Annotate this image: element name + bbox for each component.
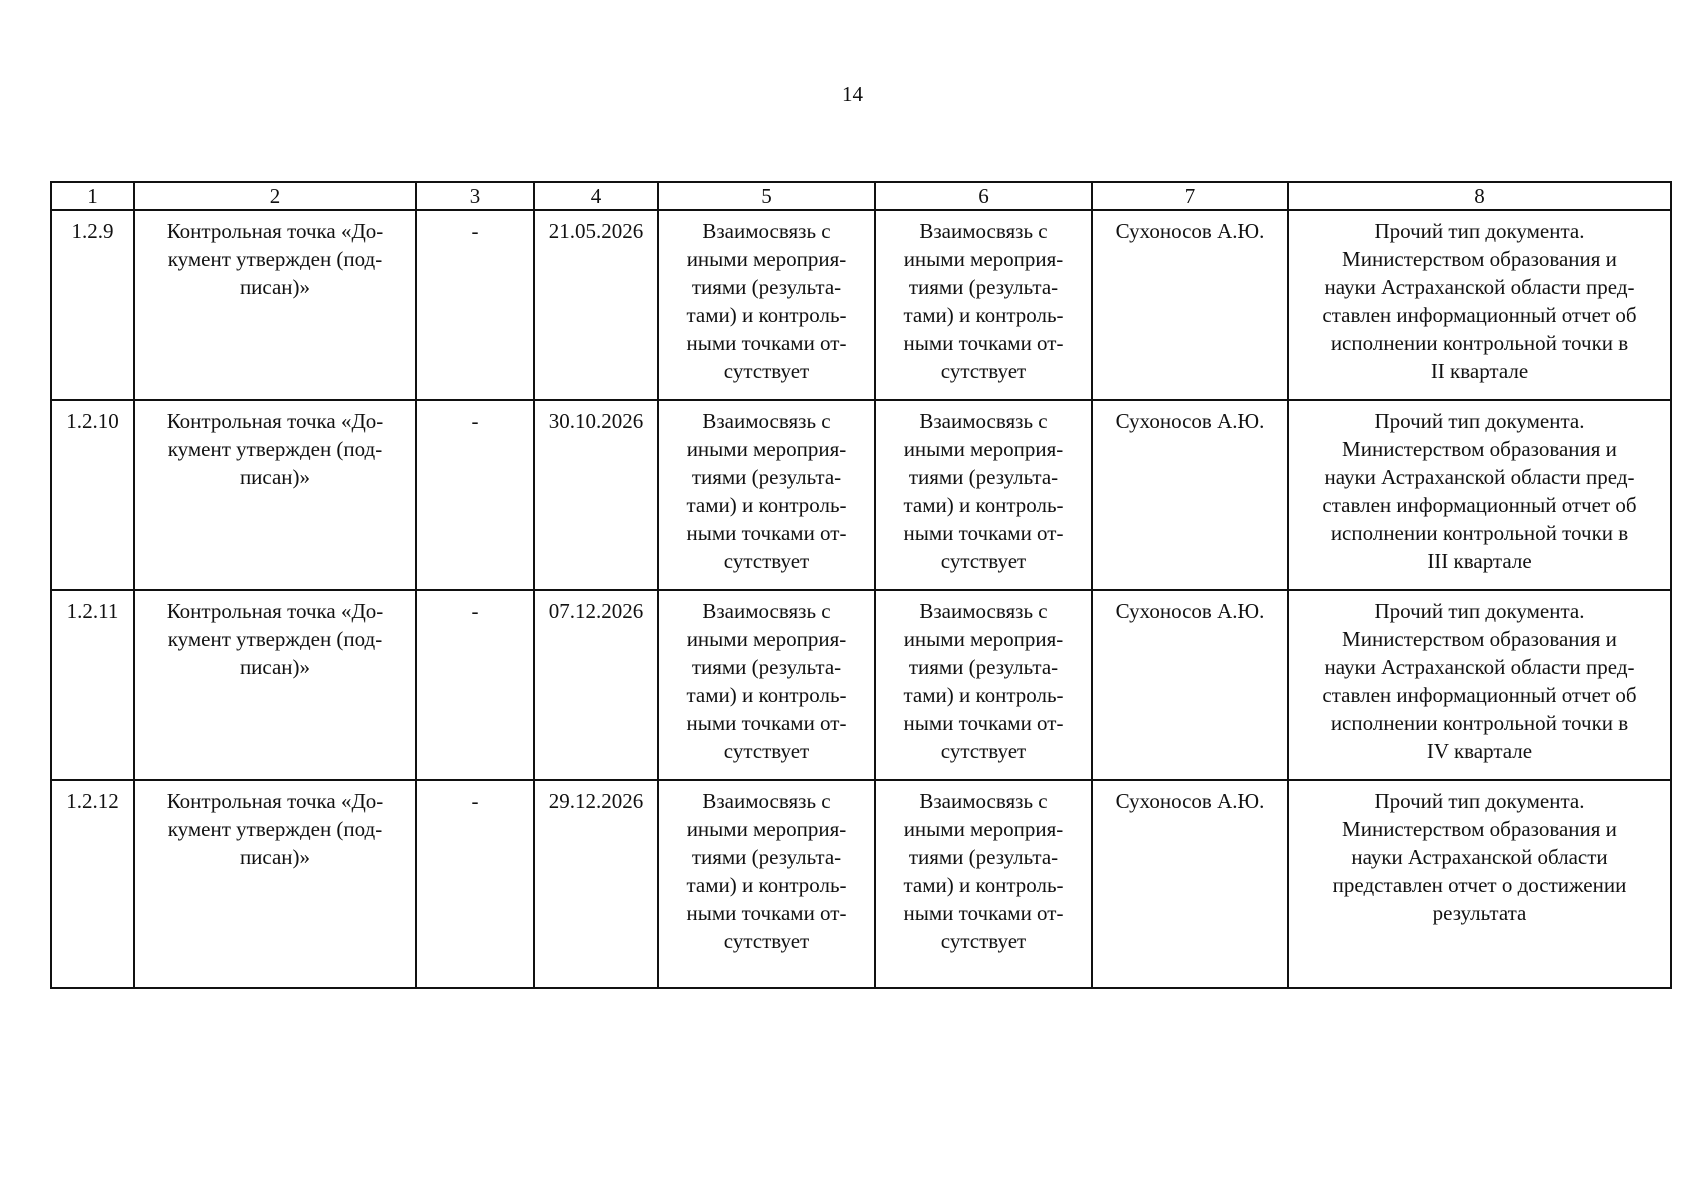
text-line: Министерством образования и xyxy=(1342,247,1617,271)
text-line: тиями (результа- xyxy=(908,845,1059,869)
text-line: ными точками от- xyxy=(903,901,1064,925)
row-number: 1.2.12 xyxy=(51,780,134,988)
text-line: ными точками от- xyxy=(686,331,847,355)
text-line: ными точками от- xyxy=(686,521,847,545)
text-line: Взаимосвязь с xyxy=(919,409,1048,433)
relation-cell xyxy=(658,780,875,988)
text-line: исполнении контрольной точки в xyxy=(1330,331,1629,355)
text-line: писан)» xyxy=(239,845,311,869)
text-line: тиями (результа- xyxy=(908,465,1059,489)
responsible-person: Сухоносов А.Ю. xyxy=(1092,210,1288,400)
text-line: исполнении контрольной точки в xyxy=(1330,711,1629,735)
text-line: писан)» xyxy=(239,275,311,299)
document-type-cell xyxy=(1288,400,1671,590)
text-line: ными точками от- xyxy=(903,711,1064,735)
text-line: иными мероприя- xyxy=(686,247,847,271)
control-points-table xyxy=(50,181,1672,989)
column-header: 7 xyxy=(1092,182,1288,210)
relation-cell xyxy=(658,400,875,590)
relation-cell xyxy=(875,780,1092,988)
text-line: науки Астраханской области пред- xyxy=(1324,655,1635,679)
text-line: сутствует xyxy=(940,359,1027,383)
text-line: кумент утвержден (под- xyxy=(167,437,383,461)
relation-cell xyxy=(875,210,1092,400)
text-line: тиями (результа- xyxy=(908,275,1059,299)
text-line: иными мероприя- xyxy=(686,437,847,461)
due-date: 30.10.2026 xyxy=(534,400,658,590)
text-line: Взаимосвязь с xyxy=(919,599,1048,623)
text-line: Контрольная точка «До- xyxy=(166,789,384,813)
text-line: тами) и контроль- xyxy=(686,493,847,517)
text-line: ными точками от- xyxy=(903,521,1064,545)
relation-cell xyxy=(875,590,1092,780)
table-row xyxy=(51,590,1671,780)
text-line: Прочий тип документа. xyxy=(1374,219,1585,243)
text-line: III квартале xyxy=(1427,549,1532,573)
text-line: кумент утвержден (под- xyxy=(167,627,383,651)
text-line: науки Астраханской области xyxy=(1351,845,1608,869)
text-line: Взаимосвязь с xyxy=(702,599,831,623)
due-date: 29.12.2026 xyxy=(534,780,658,988)
row-number: 1.2.11 xyxy=(51,590,134,780)
event-name xyxy=(134,590,416,780)
text-line: тиями (результа- xyxy=(691,275,842,299)
text-line: Министерством образования и xyxy=(1342,437,1617,461)
text-line: писан)» xyxy=(239,465,311,489)
text-line: Контрольная точка «До- xyxy=(166,599,384,623)
column-header: 1 xyxy=(51,182,134,210)
text-line: Министерством образования и xyxy=(1342,817,1617,841)
column-header: 8 xyxy=(1288,182,1671,210)
text-line: Прочий тип документа. xyxy=(1374,599,1585,623)
column-3-value: - xyxy=(416,400,534,590)
responsible-person: Сухоносов А.Ю. xyxy=(1092,590,1288,780)
text-line: Министерством образования и xyxy=(1342,627,1617,651)
text-line: кумент утвержден (под- xyxy=(167,817,383,841)
table-row xyxy=(51,400,1671,590)
text-line: ставлен информационный отчет об xyxy=(1322,683,1637,707)
text-line: сутствует xyxy=(723,549,810,573)
text-line: результата xyxy=(1432,901,1527,925)
text-line: тами) и контроль- xyxy=(686,683,847,707)
text-line: тиями (результа- xyxy=(908,655,1059,679)
relation-cell xyxy=(658,210,875,400)
relation-cell xyxy=(658,590,875,780)
event-name xyxy=(134,210,416,400)
text-line: Взаимосвязь с xyxy=(702,219,831,243)
text-line: науки Астраханской области пред- xyxy=(1324,465,1635,489)
due-date: 07.12.2026 xyxy=(534,590,658,780)
column-header: 2 xyxy=(134,182,416,210)
page-number: 14 xyxy=(842,82,863,106)
text-line: Взаимосвязь с xyxy=(919,789,1048,813)
event-name xyxy=(134,780,416,988)
text-line: иными мероприя- xyxy=(903,627,1064,651)
text-line: иными мероприя- xyxy=(903,247,1064,271)
row-number: 1.2.10 xyxy=(51,400,134,590)
text-line: сутствует xyxy=(940,549,1027,573)
responsible-person: Сухоносов А.Ю. xyxy=(1092,400,1288,590)
text-line: сутствует xyxy=(723,929,810,953)
text-line: тиями (результа- xyxy=(691,845,842,869)
text-line: тиями (результа- xyxy=(691,655,842,679)
text-line: тами) и контроль- xyxy=(686,303,847,327)
text-line: ставлен информационный отчет об xyxy=(1322,493,1637,517)
text-line: иными мероприя- xyxy=(903,817,1064,841)
text-line: IV квартале xyxy=(1426,739,1533,763)
text-line: ными точками от- xyxy=(686,901,847,925)
text-line: сутствует xyxy=(723,359,810,383)
text-line: Взаимосвязь с xyxy=(919,219,1048,243)
text-line: сутствует xyxy=(723,739,810,763)
text-line: тами) и контроль- xyxy=(903,493,1064,517)
column-header: 4 xyxy=(534,182,658,210)
text-line: тиями (результа- xyxy=(691,465,842,489)
text-line: иными мероприя- xyxy=(686,817,847,841)
text-line: науки Астраханской области пред- xyxy=(1324,275,1635,299)
table-row xyxy=(51,780,1671,988)
text-line: исполнении контрольной точки в xyxy=(1330,521,1629,545)
text-line: тами) и контроль- xyxy=(903,303,1064,327)
text-line: Взаимосвязь с xyxy=(702,409,831,433)
document-type-cell xyxy=(1288,210,1671,400)
text-line: Прочий тип документа. xyxy=(1374,409,1585,433)
text-line: Контрольная точка «До- xyxy=(166,409,384,433)
text-line: иными мероприя- xyxy=(903,437,1064,461)
column-number-row xyxy=(51,182,1671,210)
text-line: ными точками от- xyxy=(686,711,847,735)
text-line: сутствует xyxy=(940,929,1027,953)
column-3-value: - xyxy=(416,590,534,780)
document-type-cell xyxy=(1288,590,1671,780)
column-header: 3 xyxy=(416,182,534,210)
text-line: иными мероприя- xyxy=(686,627,847,651)
text-line: сутствует xyxy=(940,739,1027,763)
document-type-cell xyxy=(1288,780,1671,988)
due-date: 21.05.2026 xyxy=(534,210,658,400)
column-header: 5 xyxy=(658,182,875,210)
text-line: ставлен информационный отчет об xyxy=(1322,303,1637,327)
text-line: тами) и контроль- xyxy=(686,873,847,897)
text-line: писан)» xyxy=(239,655,311,679)
text-line: представлен отчет о достижении xyxy=(1332,873,1627,897)
table-row xyxy=(51,210,1671,400)
text-line: Прочий тип документа. xyxy=(1374,789,1585,813)
responsible-person: Сухоносов А.Ю. xyxy=(1092,780,1288,988)
text-line: ными точками от- xyxy=(903,331,1064,355)
text-line: кумент утвержден (под- xyxy=(167,247,383,271)
column-header: 6 xyxy=(875,182,1092,210)
text-line: тами) и контроль- xyxy=(903,683,1064,707)
column-3-value: - xyxy=(416,780,534,988)
event-name xyxy=(134,400,416,590)
relation-cell xyxy=(875,400,1092,590)
text-line: тами) и контроль- xyxy=(903,873,1064,897)
row-number: 1.2.9 xyxy=(51,210,134,400)
column-3-value: - xyxy=(416,210,534,400)
text-line: Контрольная точка «До- xyxy=(166,219,384,243)
text-line: II квартале xyxy=(1430,359,1529,383)
text-line: Взаимосвязь с xyxy=(702,789,831,813)
